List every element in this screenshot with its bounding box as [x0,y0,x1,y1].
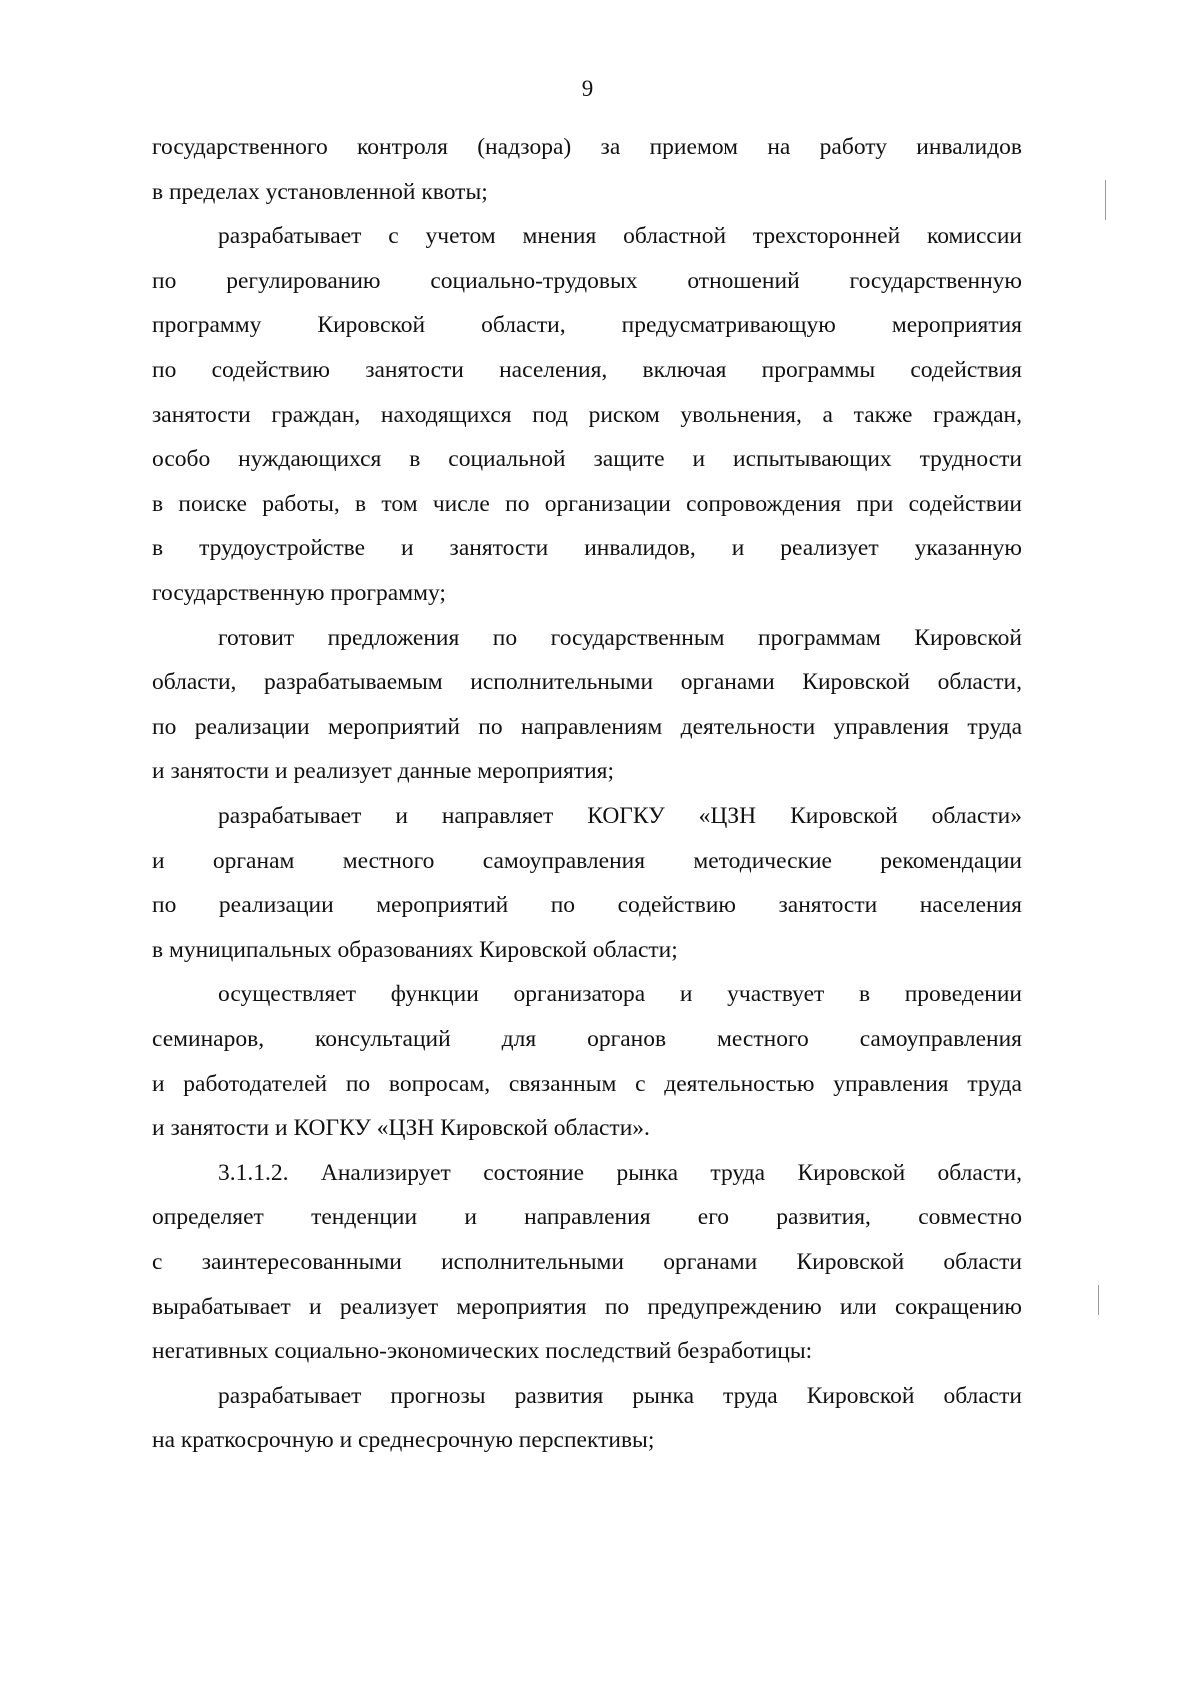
paragraph-line: определяет тенденции и направления его развития, совместно [152,1204,1022,1231]
scan-artifact [1098,1285,1099,1315]
paragraph-first-line: 3.1.1.2. Анализирует состояние рынка труда Кировской области, [218,1159,1022,1186]
paragraph-line: в поиске работы, в том числе по организации сопровождения при содействии [152,490,1022,517]
paragraph-line: и занятости и КОГКУ «ЦЗН Кировской области». [152,1115,650,1142]
paragraph-line: государственную программу; [152,580,446,606]
paragraph-line: вырабатывает и реализует мероприятия по предупреждению или сокращению [152,1293,1022,1320]
paragraph-line: на краткосрочную и среднесрочную перспективы; [152,1427,655,1454]
paragraph-line: программу Кировской области, предусматривающую мероприятия [152,312,1022,339]
paragraph-first-line: разрабатывает прогнозы развития рынка труда Кировской области [218,1382,1022,1409]
paragraph-line: в пределах установленной квоты; [152,178,488,205]
paragraph-line: негативных социально-экономических последствий безработицы: [152,1338,813,1365]
page-number: 9 [581,76,594,101]
paragraph-line: и органам местного самоуправления методические рекомендации [152,847,1022,874]
paragraph-line: в трудоустройстве и занятости инвалидов, и реализует указанную [152,535,1022,562]
scan-artifact [1105,180,1106,220]
paragraph-line: семинаров, консультаций для органов местного самоуправления [152,1026,1022,1052]
paragraph-line: области, разрабатываемым исполнительными органами Кировской области, [152,669,1022,696]
paragraph-line: по содействию занятости населения, включая программы содействия [152,357,1022,383]
paragraph-first-line: осуществляет функции организатора и участвует в проведении [218,981,1022,1008]
paragraph-line: по реализации мероприятий по направлениям деятельности управления труда [152,713,1022,740]
paragraph-first-line: разрабатывает с учетом мнения областной трехсторонней комиссии [218,223,1022,250]
paragraph-line: особо нуждающихся в социальной защите и испытывающих трудности [152,446,1022,473]
paragraph-line: в муниципальных образованиях Кировской области; [152,936,678,963]
paragraph-line: занятости граждан, находящихся под риском увольнения, а также граждан, [152,401,1022,428]
paragraph-line: по регулированию социально-трудовых отношений государственную [152,267,1022,294]
paragraph-first-line: государственного контроля (надзора) за приемом на работу инвалидов [152,134,1022,160]
paragraph-line: с заинтересованными исполнительными органами Кировской области [152,1249,1022,1275]
paragraph-line: и работодателей по вопросам, связанным с деятельностью управления труда [152,1070,1022,1097]
paragraph-line: и занятости и реализует данные мероприятия; [152,758,614,785]
paragraph-first-line: разрабатывает и направляет КОГКУ «ЦЗН Кировской области» [218,803,1022,829]
paragraph-line: по реализации мероприятий по содействию занятости населения [152,892,1022,919]
paragraph-first-line: готовит предложения по государственным программам Кировской [218,624,1022,651]
